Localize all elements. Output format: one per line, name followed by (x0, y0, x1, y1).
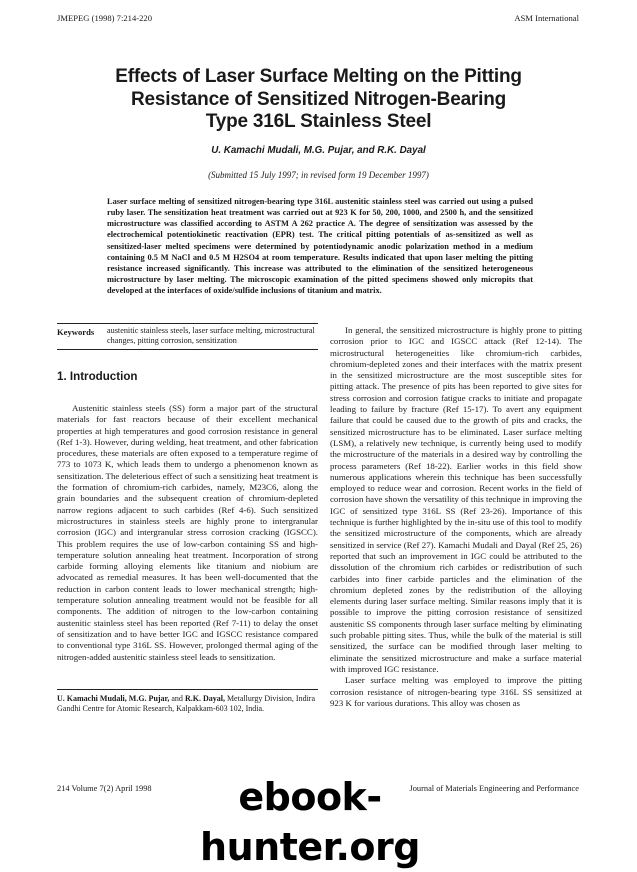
journal-citation: JMEPEG (1998) 7:214-220 (57, 13, 153, 23)
page-footer-left: 214 Volume 7(2) April 1998 (57, 784, 152, 793)
footnote-names: U. Kamachi Mudali, M.G. Pujar, (57, 694, 170, 703)
watermark: ebook-hunter.org (200, 775, 420, 869)
title-line: Resistance of Sensitized Nitrogen-Bearing (130, 88, 507, 110)
body-paragraph: Austenitic stainless steels (SS) form a major part of the structural materials for fast reactors because of their excellent mechanical properties at high temperatures and good corrosion resistance in general (Ref 1-3). However, during welding, heat treatment, and other fabrication procedures, these materials are often exposed to a temperature regime of 773 to 1073 K, which leads them to undergo a phenomenon known as sensitization. The deleterious effect of such a sensitizing heat treatment is the formation of chromium-rich carbides, namely, M23C6, along the grain boundaries and the subsequent creation of chromium-depleted narrow regions adjacent to such carbides (Ref 4-6). Such sensitized microstructures in stainless steels are highly prone to intergranular corrosion (IGC) and intergranular stress corrosion cracking (IGSCC). This problem requires the use of low-carbon containing SS and high-temperature solution annealing heat treatment. Incorporation of strong carbide forming alloying elements like titanium and niobium are advocated as remedial measures. It has been well-documented that the reduction in carbon content leads to lower mechanical strength; high-temperature solution annealing treatment would not be feasible for all components. The addition of nitrogen to the low-carbon containing austenitic stainless steel has been reported (Ref 7-11) to delay the onset of sensitization and to have better IGC and IGSCC resistance compared to conventional type 316L SS. However, prolonged thermal aging of the nitrogen-added austenitic stainless steel leads to sensitization. (57, 403, 318, 662)
paper-title (30, 66, 607, 134)
body-paragraph: In general, the sensitized microstructure is highly prone to pitting corrosion prior to IGC and IGSCC attack (Ref 12-14). The microstructural heterogeneities like chromium-rich carbides, chromium-depleted zones and their interfaces with the matrix present in the sensitized microstructure are the most susceptible sites for pitting attack. The presence of pits has been reported to give sites for stress corrosion and corrosion fatigue cracks to initiate and propagate leading to failure by fracture (Ref 15-17). To avert any equipment failure that could be caused due to the growth of pits and cracks, the sensitized microstructure has to be eliminated. Laser surface melting (LSM), a relatively new technique, is currently being used to modify the microstructure of the materials in a desired way by controlling the process parameters (Ref 18-22). Earlier works in this field show numerous applications wherein this technique has been successfully employed to reduce wear and corrosion. Recent works in the field of corrosion have shown the versatility of this technique in improving the IGC of sensitized type 316L SS (Ref 23-26). Importance of this technique is further highlighted by the in-situ use of this tool to modify the sensitized microstructure of the components, which are already sensitized in service (Ref 27). Kamachi Mudali and Dayal (Ref 25, 26) reported that such an improvement in IGC could be attributed to the dissolution of the chromium rich carbides or redistribution of such carbides into finer carbide particles and the elimination of the chromium depleted zones by the redistribution of the alloying elements during laser surface melting. Similar reasons imply that it is possible to improve the pitting corrosion resistance of sensitized austenitic SS components through laser surface melting by eliminating such probable pitting sites. Thus, while the bulk of the material is still sensitized, the surface can be modified through laser melting to eliminate the sensitized microstructure and make a surface material with improved IGC resistance. (330, 325, 582, 674)
footnote-and: and (171, 694, 183, 703)
page-footer-right: Journal of Materials Engineering and Performance (409, 784, 579, 793)
submission-dates: (Submitted 15 July 1997; in revised form 19 December 1997) (208, 170, 429, 180)
keywords-box (57, 323, 318, 350)
left-column (57, 403, 318, 663)
title-line: Effects of Laser Surface Melting on the Pitting (115, 66, 522, 87)
author-footnote (57, 689, 318, 714)
right-column (330, 325, 582, 709)
body-paragraph: Laser surface melting was employed to improve the pitting corrosion resistance of nitrogen-bearing type 316L SS sensitized at 923 K for various durations. This alloy was chosen as (330, 675, 582, 708)
keywords-text: austenitic stainless steels, laser surface melting, microstructural changes, pitting corrosion, sensitization (107, 326, 315, 346)
footnote-name3: R.K. Dayal, (184, 694, 225, 703)
publisher-name: ASM International (514, 13, 579, 23)
footnote-affiliation: Metallurgy Division, Indira Gandhi Centre for Atomic Research, Kalpakkam-603 102, India. (57, 694, 315, 713)
title-line: Type 316L Stainless Steel (205, 111, 432, 132)
abstract: Laser surface melting of sensitized nitrogen-bearing type 316L austenitic stainless steel was carried out using a pulsed ruby laser. The sensitization heat treatment was carried out at 923 K for 50, 200, 1000, and 2500 h, and the sensitized microstructure was classified according to ASTM A 262 practice A. The degree of sensitization was assessed by the electrochemical potentiokinetic reactivation (EPR) test. The critical pitting potentials of as-sensitized as well as sensitized-laser melted specimens were determined by potentiodynamic anodic polarization method in a medium containing 0.5 M NaCl and 0.5 M H2SO4 at room temperature. Results indicated that upon laser melting the pitting resistance increased significantly. This increase was attributed to the elimination of the sensitized heterogeneous microstructure by laser melting. The microscopic examination of the pitted specimens showed only micropits that developed at the interfaces of oxide/sulfide inclusions of titanium and matrix. (107, 197, 533, 296)
author-list: U. Kamachi Mudali, M.G. Pujar, and R.K. Dayal (211, 145, 426, 156)
keywords-label: Keywords (57, 327, 95, 337)
section-heading: 1. Introduction (57, 370, 138, 383)
